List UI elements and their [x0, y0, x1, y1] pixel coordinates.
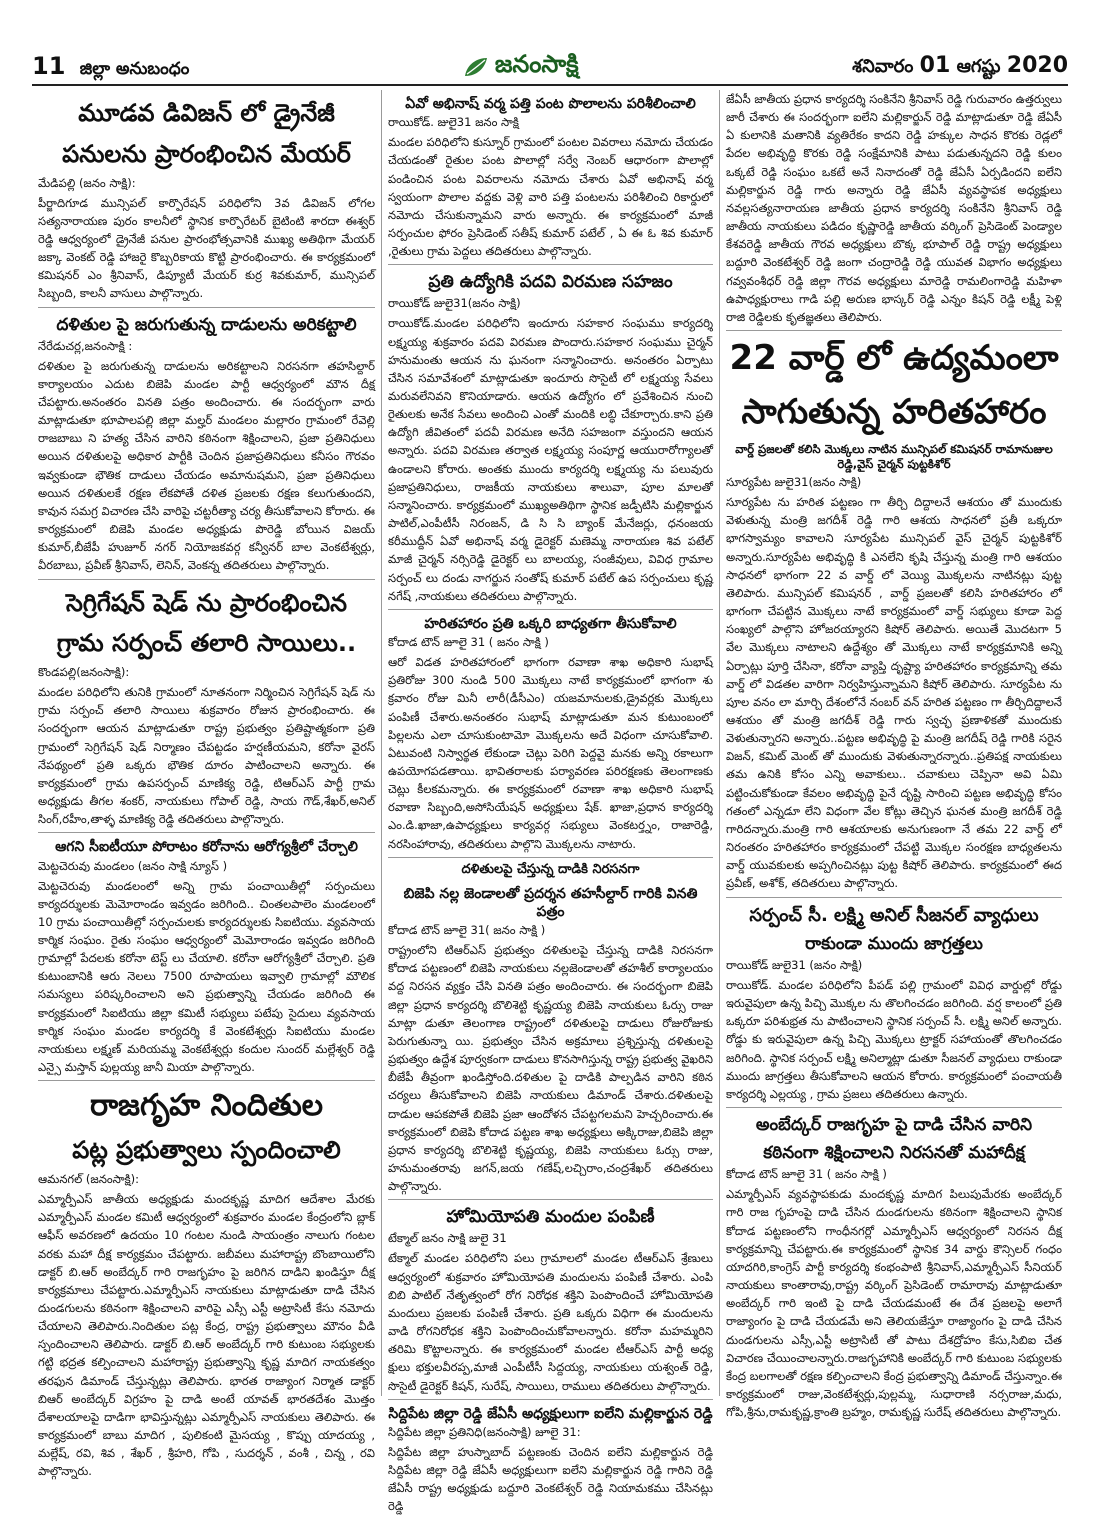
article-seasonal-diseases: [726, 904, 1062, 1104]
newspaper-logo: [463, 50, 579, 84]
article-headline: ఏవో అభినాష్ వర్మ పత్తి పంట పొలాలను పరిశీలించాలి: [405, 96, 696, 112]
article-headline: ప్రతి ఉద్యోగికి పదవి విరమణ సహజం: [428, 272, 673, 293]
article-bjp-protest: [388, 862, 713, 1196]
issue-year: 2020: [1006, 53, 1068, 78]
article-headline: హరితహారం ప్రతి ఒక్కరి బాధ్యతగా తీసుకోవాలి: [424, 615, 677, 632]
article-retirement: [388, 271, 713, 605]
article-headline-line1: మూడవ డివిజన్ లో డ్రైనేజీ: [78, 99, 335, 127]
divider: [388, 1199, 713, 1200]
article-homeopathy: [388, 1206, 713, 1394]
article-dateline: సూర్యపేట జులై31(జనం సాక్షి): [726, 475, 862, 490]
leaf-logo-icon: [463, 56, 489, 78]
article-dateline: నేరేడుచర్ల,జనంసాక్షి :: [38, 338, 133, 353]
divider: [38, 579, 375, 580]
article-headline: ఆగని సీఐటీయూ పోరాటం కరోనాను ఆరోగ్యశ్రీలో చేర్చాలి: [55, 839, 358, 856]
page-number-value: 11: [32, 51, 66, 80]
article-dateline: రాయికోడ్ జులై31 (జనం సాక్షి): [726, 958, 863, 973]
article-headline-line1: 22 వార్డ్ లో ఉద్యమంలా: [729, 338, 1059, 379]
page-number: [32, 52, 189, 83]
article-body: జేఏసీ జాతీయ ప్రధాన కార్యదర్శి సంకినేని శ్రీనివాస్ రెడ్డి గురువారం ఉత్తర్వులు జారీ చేశారు ఈ సందర్భంగా ఐలేని మల్లికార్జున్ రెడ్డి మాట్లాడుతూ రెడ్డి జేఏసీ ఏ కులానికి మతానికి వ్యతిరేకం కాదని రెడ్డి హక్కుల సాధన కొరకు రెడ్లలో పేదల అభివృద్ధి కొరకు రెడ్డి సంక్షేమానికి పాటు పడుతున్నదని రెడ్డి కులం ఒక్కటే రెడ్డి సంఘం ఒకటే అనే నినాదంతో రెడ్డి జేఏసీ ఏర్పడిందని ఐలేని మల్లికార్జున రెడ్డి గారు అన్నారు రెడ్డి జేఏసీ వ్యవస్థాపక అధ్యక్షులు నవల్లసత్యనారాయణ జాతీయ ప్రధాన కార్యదర్శి సంకినేని శ్రీనివాస్ రెడ్డి జాతీయ నాయకులు పడిదం కృష్ణారెడ్డి జాతీయ వర్కింగ్ ప్రెసిడెంట్ పెండ్యాల కేశవరెడ్డి జాతీయ గౌరవ అధ్యక్షులు బొక్క భూపాల్ రెడ్డి రాష్ట్ర అధ్యక్షులు బద్దూరి వెంకటేశ్వర్ రెడ్డి జంగా చంద్రారెడ్డి రెడ్డి యువత విభాగం అధ్యక్షులు గవ్వవంశీధర్ రెడ్డి జిల్లా గౌరవ అధ్యక్షులు మారెడ్డి రామలింగారెడ్డి మహిళా ఉపాధ్యక్షురాలు గాడి పల్లి అరుణ భాస్కర్ రెడ్డి ఎన్నం కిషన్ రెడ్డి లక్ష్మీ పెళ్లి రాజి రెడ్డిలకు కృతజ్ఞతలు తెలిపారు.: [726, 92, 1062, 324]
article-dateline: మెట్టచెరువు మండలం (జనం సాక్షి న్యూస్ ): [38, 858, 228, 873]
divider: [38, 832, 375, 833]
article-dateline: రాయికోడ్. జులై31 జనం సాక్షి: [388, 115, 519, 130]
article-dateline: కోదాడ టౌన్ జూలై 31( జనం సాక్షి ): [388, 923, 546, 938]
article-body: మెట్టచెరువు మండలంలో అన్ని గ్రామ పంచాయితీల్లో సర్పంచులు కార్యదర్శులకు మెమోరాండం ఇవ్వడం జరిగింది.. చింతలపాలెం మండలంలో 10 గ్రామ పంచాయితీల్లో సర్పంచులకు కార్యదర్శులకు సిఐటియు. వ్యవసాయ కార్మిక సంఘం. రైతు సంఘం ఆధ్వర్యంలో మెమోరాండం ఇవ్వడం జరిగింది గ్రామాల్లో పేదలకు కరోనా టెస్ట్ లు చేయాలి. కరోనా ఆరోగ్యశ్రీలో చేర్చాలి. ప్రతి కుటుంబానికి ఆరు నెలలు 7500 రూపాయలు ఇవ్వాలి గ్రామాల్లో మౌలిక సమస్యలు పరిష్కరించాలని అని ప్రభుత్వాన్ని చేయడం జరిగింది ఈ కార్యక్రమంలో సిఐటియు జిల్లా కమిటీ సభ్యులు పటేపు సైదులు వ్యవసాయ కార్మిక సంఘం మండల కార్యదర్శి కే వెంకటేశ్వర్లు సిఐటియు మండల నాయకులు లక్ష్మణ్ మరియమ్మ వెంకటేశ్వర్లు కందుల సుందర్ మల్లేశ్వర్ రెడ్డి ఎన్సై మస్తాన్ పుల్లయ్య జానీ మియా పాల్గొన్నారు.: [38, 878, 375, 1075]
divider: [38, 307, 375, 308]
article-haritha-haram: [388, 615, 713, 853]
article-dateline: టేక్మాల్ జనం సాక్షి జులై 31: [388, 1231, 507, 1246]
masthead: [32, 50, 1068, 86]
column-1: [32, 90, 382, 1479]
article-headline: బిజెపి నల్ల జెండాలతో ప్రదర్శన తహసీల్దార్ గారికి వినతి పత్రం: [403, 885, 698, 920]
article-reddy-jac-continued: [726, 90, 1062, 326]
article-headline: సిద్దిపేట జిల్లా రెడ్డి జేఏసీ అధ్యక్షులుగా ఐలేని మల్లికార్జున రెడ్డి: [388, 1405, 713, 1422]
issue-date: [852, 53, 1068, 81]
article-crop-inspection: [388, 95, 713, 260]
article-dateline: మేడిపల్లి (జనం సాక్షి):: [38, 175, 136, 190]
divider: [388, 1399, 713, 1400]
article-reddy-jac: [388, 1405, 713, 1516]
article-body: సూర్యపేట ను హరిత పట్టణం గా తీర్చి దిద్దాలనే ఆశయం తో ముందుకు వెళుతున్న మంత్రి జగదీశ్ రెడ్డి గారి ఆశయ సాధనలో ప్రతీ ఒక్కరూ భాగస్వామ్యం కావాలని సూర్యపేట మున్సిపల్ వైస్ చైర్మన్ పుట్టకిశోర్ అన్నారు.సూర్యపేట అభివృద్ధి కి ఎనలేని కృషి చేస్తున్న మంత్రి గారి ఆశయం సాధనలో భాగంగా 22 వ వార్డ్ లో వెయ్యి మొక్కలను నాటినట్లు పుట్ట తెలిపారు. మున్సిపల్ కమిషనర్ , వార్డ్ ప్రజలతో కలిసి హరితహారం లో భాగంగా చేపట్టిన మొక్కలు నాటే కార్యక్రమంలో వార్డ్ సభ్యులు కూడా పెద్ద సంఖ్యలో పాల్గొని హోజరయ్యారని కిషోర్ తెలిపారు. అయితే మొదటగా 5 వేల మొక్కలు నాటాలని ఉద్దేశ్యం తో మొక్కలు నాటే కార్యక్రమానికి అన్ని ఏర్పాట్లు పూర్తి చేసినా, కరోనా వ్యాప్తి దృష్ట్యా హరితహారం కార్యక్రమాన్ని తమ వార్డ్ లో విడతల వారిగా నిర్వహిస్తున్నామని కిషోర్ తెలిపారు. సూర్యపేట ను పూల వనం లా మార్చి దేశంలోనే నంబర్ వన్ హరిత పట్టణం గా తీర్చిదిద్దాలనే ఆశయం తో మంత్రి జగదీశ్ రెడ్డి గారు స్వచ్ఛ ప్రణాళికతో ముందుకు వెళుతున్నారని అన్నారు..పట్టణ అభివృద్ధి పై మంత్రి జగదీష్ రెడ్డి గారికి సరైన విజన్, కమిట్ మెంట్ తో ముందుకు వెళుతున్నారన్నారు..ప్రతిపక్ష నాయకులు తమ ఉనికి కోసం ఎన్ని అవాకులు.. చవాకులు చెప్పినా అవి ఏమి పట్టించుకోకుండా కేవలం అభివృద్ధి పైనే దృష్టి సారించి పట్టణ అభివృద్ధి కోసం గతంలో ఎన్నడూ లేని విధంగా వేల కోట్లు తెచ్చిన ఘనత మంత్రి జగదీశ్ రెడ్డి గారిదన్నారు.మంత్రి గారి ఆశయాలకు అనుగుణంగా నే తమ 22 వార్డ్ లో నిరంతరం హరితహారం కార్యక్రమంలో చేపట్టి మొక్కల సంరక్షణ బాధ్యతలను వార్డ్ యువకులకు అప్పగించినట్లు పుట్ట కిషోర్ తెలిపారు. కార్యక్రమంలో ఈద ప్రవీణ్, అశోక్, తదితరులు పాల్గొన్నారు.: [726, 495, 1062, 891]
article-dateline: రాయికోడ్ జులై31(జనం సాక్షి): [388, 296, 521, 311]
column-3: [720, 90, 1068, 1420]
divider: [388, 609, 713, 610]
article-headline-line1: రాజగృహ నిందితుల: [89, 1088, 324, 1124]
article-drainage-works: [38, 96, 375, 303]
article-body: ఎమ్మార్పీఎస్ వ్యవస్థాపకుడు మందకృష్ణ మాదిగ పిలుపుమేరకు అంబేద్కర్ గారి రాజ గృహంపై దాడి చేసిన దుండగులను కఠినంగా శిక్షించాలని స్థానిక కోదాడ పట్టణంలోని గాంధీనగర్లో ఎమ్మార్పీఎస్ ఆధ్వర్యంలో నిరసన దీక్ష కార్యక్రమాన్ని చేపట్టారు.ఈ కార్యక్రమంలో స్థానిక 34 వార్డు కౌన్సిలర్ గంధం యాదగిరి,కాంగ్రెస్ పార్టీ కార్యదర్శి కంభంపాటి శ్రీనివాస్,ఎమ్మార్పీఎస్ సీనియర్ నాయకులు కాంతారావు,రాష్ట్ర వర్కింగ్ ప్రెసిడెంట్ రామారావు మాట్లాడుతూ అంబేద్కర్ గారి ఇంటి పై దాడి చేయడమంటే ఈ దేశ ప్రజలపై అలాగే రాజ్యాంగం పై దాడి చేయడమే అని తెలియజేస్తూ రాజ్యాంగం పై దాడి చేసిన దుండగులను ఎస్సీ,ఎస్టీ అట్రాసిటీ తో పాటు దేశద్రోహం కేసు,సిబిఐ చేత విచారణ చేయించాలన్నారు.రాజగృహానికి అంబేద్కర్ గారి కుటుంబ సభ్యులకు కేంద్ర బలగాలతో రక్షణ కల్పించాలని కేంద్ర ప్రభుత్వాన్ని డిమాండ్ చేస్తున్నాం.ఈ కార్యక్రమంలో రాజు,వెంకటేశ్వర్లు,పుల్లమ్మ, సుధారాణి నర్సరాజు,మధు, గోపి,శ్రీను,రామకృష్ణ,క్రాంతి బ్రహ్మం, రామకృష్ణ సురేష్ తదితరులు పాల్గొన్నారు.: [726, 1187, 1062, 1420]
article-headline-line1: సెగ్రిగేషన్ షెడ్ ను ప్రారంభించిన: [66, 588, 347, 617]
article-headline-line2: పట్ల ప్రభుత్వాలు స్పందించాలి: [72, 1136, 341, 1165]
article-citu-protest: [38, 838, 375, 1076]
article-body: టేక్మాల్ మండల పరిధిలోని పలు గ్రామాలలో మండల టీఆర్ఎస్ శ్రేణులు ఆధ్వర్యంలో శుక్రవారం హోమియోపతి మందులను పంపిణీ చేశారు. ఎంపి బిబి పాటిల్ నేతృత్వంలో రోగ నిరోధక శక్తిని పెంపొందించే హోమియోపతి మందులు ప్రజలకు పంపిణీ చేశారు. ప్రతి ఒక్కరు విధిగా ఈ మందులను వాడి రోగనిరోధక శక్తిని పెంపొందించుకోవాలన్నారు. కరోనా మహమ్మరిని తరిమి కొట్టాలన్నారు. ఈ కార్యక్రమంలో మండల టీఆర్ఎస్ పార్టీ అధ్య క్షులు భక్తులవీరప్ప,మాజీ ఎంపీటీసీ సిద్దయ్య, నాయకులు యశ్వంత్ రెడ్డి, సొసైటీ డైరెక్టర్ కిషన్, సురేష్, సాయిలు, రాములు తదితరులు పాల్గొన్నారు.: [388, 1251, 713, 1393]
issue-month: ఆగష్టు: [956, 56, 1001, 77]
article-headline-line2: కఠినంగా శిక్షించాలని నిరసనతో మహాదీక్ష: [763, 1143, 1025, 1164]
article-mahadeeksha: [726, 1114, 1062, 1421]
article-headline-line1: అంబేద్కర్ రాజగృహ పై దాడి చేసిన వారిని: [755, 1115, 1033, 1136]
article-headline-line2: గ్రామ సర్పంచ్ తలారి సాయిలు..: [56, 629, 357, 658]
article-body: రాయికోడ్.మండల పరిధిలోని ఇందూరు సహకార సంఘము కార్యదర్శి లక్ష్మయ్య శుక్రవారం పదవి విరమణ పొందారు.సహకార సంఘము చైర్మన్ హనుమంతు ఆయన ను ఘనంగా సన్మానించారు. అనంతరం ఏర్పాటు చేసిన సమావేశంలో మాట్లాడుతూ ఇందూరు సొసైటీ లో లక్ష్మయ్య సేవలు మరువలేనివని కొనియాడారు. ఆయన ఉద్యోగం లో ప్రవేశించిన నుంచి రైతులకు అనేక సేవలు అందించి ఎంతో మందికి లబ్ధి చేకూర్చారు.కాని ప్రతి ఉద్యోగి జీవితంలో పదవీ విరమణ అనేది సహజంగా వస్తుందని ఆయన అన్నారు. పదవి విరమణ తర్వాత లక్ష్మయ్య సంపూర్ణ ఆయురారోగ్యాలతో ఉండాలని కోరారు. అంతకు ముందు కార్యదర్శి లక్ష్మయ్య ను పలువురు ప్రజాప్రతినిధులు, రాజకీయ నాయకులు శాలువా, పూల మాలతో సన్మానించారు. కార్యక్రమంలో ముఖ్యఅతిథిగా స్థానిక జడ్పీటిసి మల్లికార్జున పాటిల్,ఎంపీటీసీ నిరంజన్, డి సి సి బ్యాంక్ మేనేజర్లు, ధనంజయ కరీముద్దీన్ ఏవో అభినాష్ వర్మ డైరెక్టర్ మణెమ్మ నారాయణ శివ పటేల్ మాజీ చైర్మన్ నర్సిరెడ్డి డైరెక్టర్ లు బాలయ్య, సంజీవులు, వివిధ గ్రామాల సర్పంచ్ లు దండు నాగర్జున సంతోష్ కుమార్ పటేల్ ఉప సర్పంచులు కృష్ణ నగేష్ ,నాయకులు తదితరులు పాల్గొన్నారు.: [388, 316, 713, 603]
article-dateline: సిద్దిపేట జిల్లా ప్రతినిధి(జనంసాక్షి) జూలై 31:: [388, 1424, 581, 1439]
article-body: దళితుల పై జరుగుతున్న దాడులను అరికట్టాలని నిరసనగా తహసిల్దార్ కార్యాలయం ఎదుట బిజెపి మండల పార్టీ ఆధ్వర్యంలో మౌన దీక్ష చేపట్టారు.అనంతరం వినతి పత్రం అందించారు. ఈ సందర్భంగా వారు మాట్లాడుతూ భూపాలపల్లి జిల్లా మల్హర్ మండలం మల్లారం గ్రామంలో రేవెల్లి రాజబాబు ని హత్య చేసిన వారిని కఠినంగా శిక్షించాలని, ప్రజా ప్రతినిధులు అయిన దళితులపై అధికార పార్టీకి చెందిన ప్రజాప్రతినిధులు కనీసం గౌరవం ఇవ్వకుండా భౌతిక దాడులు చేయడం అమానుషమని, ప్రజా ప్రతినిధులు అయిన దళితులకే రక్షణ లేకపోతే దళిత ప్రజలకు రక్షణ కలుగుతుందని, కావున సమగ్ర విచారణ చేసి వారిపై చట్టరీత్యా చర్య తీసుకోవాలని కోరారు. ఈ కార్యక్రమంలో బిజెపి మండల అధ్యక్షుడు పొరెడ్డి బోయిన విజయ్ కుమార్,బీజేపీ హుజూర్ నగర్ నియోజకవర్గ కన్వీనర్ బాల వెంకటేశ్వర్లు, వీరబాబు, ప్రవీణ్ శ్రీనివాస్, లెనిన్, వెంకన్న తదితరులు పాల్గొన్నారు.: [38, 358, 375, 573]
article-body: రాయికోడ్. మండల పరిధిలోని పీపడ్ పల్లి గ్రామంలో వివిధ వార్డుల్లో రోడ్డు ఇరువైపులా ఉన్న పిచ్చి మొక్కల ను తొలగించడం జరిగింది. వర్ష కాలంలో ప్రతి ఒక్కరూ పరిశుభ్రత ను పాటించాలని స్థానిక సర్పంచ్ సీ. లక్ష్మి అనిల్ అన్నారు. రోడ్డు కు ఇరువైపులా ఉన్న పిచ్చి మొక్కలు ట్రాక్టర్ సహాయంతో తొలగించడం జరిగింది. స్థానిక సర్పంచ్ లక్ష్మి అనిల్మాట్లా డుతూ సీజనల్ వ్యాధులు రాకుండా ముందు జాగ్రత్తలు తీసుకోవాలని ఆయన కోరారు. కార్యక్రమంలో పంచాయతీ కార్యదర్శి ఎల్లయ్య , గ్రామ ప్రజలు తదితరులు ఉన్నారు.: [726, 978, 1062, 1101]
article-body: మండల పరిధిలోని తునికి గ్రామంలో నూతనంగా నిర్మించిన సెగ్రిగేషన్ షెడ్ ను గ్రామ సర్పంచ్ తలారి సాయిలు శుక్రవారం రోజున ప్రారంభించారు. ఈ సందర్భంగా ఆయన మాట్లాడుతూ రాష్ట్ర ప్రభుత్వం ప్రతిష్టాత్మకంగా ప్రతి గ్రామంలో సెగ్రిగేషన్ షెడ్ నిర్మాణం చేపట్టడం హర్షణీయమని, కరోనా వైరస్ నేపథ్యంలో ప్రతి ఒక్కరు భౌతిక దూరం పాటించాలని అన్నారు. ఈ కార్యక్రమంలో గ్రామ ఉపసర్పంచ్ మాణిక్య రెడ్డి, టిఆర్ఎస్ పార్టీ గ్రామ అధ్యక్షుడు తీగల శంకర్, నాయకులు గోపాల్ రెడ్డి, సాయ గౌడ్,శేఖర్,అనిల్ సింగ్,రహీం,తాళ్ళ మాణిక్య రెడ్డి తదితరులు పాల్గొన్నారు.: [38, 685, 375, 827]
article-body: రాష్ట్రంలోని టిఆర్ఎస్ ప్రభుత్వం దళితులపై చేస్తున్న దాడికి నిరసనగా కోదాడ పట్టణంలో బిజెపి నాయకులు నల్లజెండాలతో తహశీల్ కార్యాలయం వద్ద నిరసన వ్యక్తం చేసి వినతి పత్రం అందించారు. ఈ సందర్భంగా బిజెపి జిల్లా ప్రధాన కార్యదర్శి బొలిశెట్టి కృష్ణయ్య బిజెపి నాయకులు ఓర్సు రాజు మాట్లా డుతూ తెలంగాణ రాష్ట్రంలో దళితులపై దాడులు రోజురోజుకు పెరుగుతున్నా యి. ప్రభుత్వం చేసిన అక్రమాలు ప్రశ్నిస్తున్న దళితులపై ప్రభుత్వం ఉద్దేశ పూర్వకంగా దాడులు కొనసాగిస్తున్న రాష్ట్ర ప్రభుత్వ వైఖరిని బీజేపీ తీవ్రంగా ఖండిస్తోంది.దళితుల పై దాడికి పాల్పడిన వారిని కఠిన చర్యలు తీసుకోవాలని బిజెపి నాయకులు డిమాండ్ చేశారు.దళితులపై దాడుల ఆపకపోతే బిజెపి ప్రజా ఆందోళన చేపట్టగలమని హెచ్చరించారు.ఈ కార్యక్రమంలో బిజెపి కోదాడ పట్టణ శాఖ అధ్యక్షులు అక్కిరాజు,బిజెపి జిల్లా ప్రధాన కార్యదర్శి బొలిశెట్టి కృష్ణయ్య, బిజెపి నాయకులు ఓర్సు రాజు, హనుమంతరావు జగన్,జయ గణేష్,లచ్చిరాం,చంద్రశేఖర్ తదితరులు పాల్గొన్నారు.: [388, 943, 713, 1194]
divider: [726, 330, 1062, 331]
divider: [726, 1107, 1062, 1108]
article-rajagriha: [38, 1085, 375, 1480]
article-headline: హోమియోపతి మందుల పంపిణీ: [446, 1207, 655, 1228]
article-headline-line1: సర్పంచ్ సీ. లక్ష్మి అనిల్ సీజనల్ వ్యాధులు: [749, 904, 1039, 926]
columns: [32, 90, 1068, 1514]
divider: [726, 897, 1062, 898]
article-headline-line2: సాగుతున్న హరితహారం: [741, 391, 1047, 432]
section-name: జిల్లా అనుబంధం: [79, 58, 190, 79]
article-body: ఎమ్మార్పీఎస్ జాతీయ అధ్యక్షుడు మందకృష్ణ మాదిగ ఆదేశాల మేరకు ఎమ్మార్పీఎస్ మండల కమిటీ ఆధ్వర్యంలో శుక్రవారం మండల కేంద్రంలోని బ్లాక్ ఆఫీస్ అవరణలో ఉదయం 10 గంటల నుండి సాయంత్రం నాలుగు గంటల వరకు మహా దీక్ష కార్యక్రమం చేపట్టారు. జబీవలు మహారాష్ట్ర బొంబాయిలోని డాక్టర్ బి.ఆర్ అంబేద్కర్ గారి రాజగృహం పై జరిగిన దాడిని ఖండిస్తూ దీక్ష కార్యక్రమాలు చేపట్టారు.ఎమ్మార్పీఎస్ నాయకులు మాట్లాడుతూ దాడి చేసిన దుండగులను కఠినంగా శిక్షించాలని వారిపై ఎస్సీ ఎస్టీ అట్రాసిటీ కేసు నమోదు చేయాలని తెలిపారు.నిందితుల పట్ల కేంద్ర, రాష్ట్ర ప్రభుత్వాలు మౌనం వీడి స్పందించాలని తెలిపారు. డాక్టర్ బి.ఆర్ అంబేద్కర్ గారి కుటుంబ సభ్యులకు గట్టి భద్రత కల్పించాలని మహారాష్ట్ర ప్రభుత్వాన్ని కృష్ణ మాదిగ నాయకత్వం తరఫున డిమాండ్ చేస్తున్నట్లు తెలిపారు. భారత రాజ్యాంగ నిర్మాత డాక్టర్ బిఆర్ అంబేద్కర్ విగ్రహం పై దాడి అంటే యావత్ భారతదేశం మొత్తం దేశాలయాలపై దాడిగా భావిస్తున్నట్లు ఎమ్మార్పీఎస్ నాయకులు తెలిపారు. ఈ కార్యక్రమంలో బాబు మాదిగ , పులికంటి మైసయ్య , కొప్పు యాదయ్య , మల్లేష్, రవి, శివ , శేఖర్ , శ్రీహరి, గోపి , సుదర్శన్ , వంశీ , చిన్న , రవి పాల్గొన్నారు.: [38, 1192, 375, 1479]
column-2: [382, 90, 720, 1514]
logo-text: జనంసాక్షి: [494, 50, 579, 78]
divider: [38, 1080, 375, 1081]
issue-day: 01: [919, 53, 951, 78]
article-dateline: కోదాడ టౌన్ జూలై 31 ( జనం సాక్షి ): [388, 635, 549, 650]
article-dateline: కోదాడ టౌన్ జూలై 31 ( జనం సాక్షి ): [726, 1167, 887, 1182]
article-dateline: కొండపల్లి(జనంసాక్షి):: [38, 665, 130, 680]
article-headline-line2: రాకుండా ముందు జాగ్రత్తలు: [805, 933, 983, 954]
article-kicker: దళితులపై చేస్తున్న దాడికి నిరసనగా: [461, 861, 640, 877]
article-body: సిద్దిపేట జిల్లా హుస్నాబాద్ పట్టణంకు చెందిన ఐలేని మల్లికార్జున రెడ్డి సిద్దిపేట జిల్లా రెడ్డి జేఏసీ అధ్యక్షులుగా ఐలేని మల్లికార్జున రెడ్డి గారిని రెడ్డి జేఏసీ రాష్ట్ర అధ్యక్షుడు బద్దూరి వెంకటేశ్వర్ రెడ్డి నియామకము చేసినట్లు రెడ్డి: [388, 1444, 713, 1514]
divider: [388, 264, 713, 265]
article-ward-22: [726, 335, 1062, 893]
divider: [388, 857, 713, 858]
article-body: మండల పరిధిలోని కుస్నూర్ గ్రామంలో పంటల వివరాలు నమోదు చేయడం చేయడంతో రైతుల పంట పొలాల్లో సర్వే నెంబర్ ఆధారంగా పొలాల్లో పండించిన పంట వివరాలను నమోదు చేశారు ఏవో అభినాష్ వర్మ స్వయంగా పొలాల వద్దకు వెళ్లి వారి పత్తి పంటలను పరిశీలించి రికార్డులో నమోదు చేసుకున్నామని వారు అన్నారు. ఈ కార్యక్రమంలో మాజీ సర్పంచుల ఫోరం ప్రెసిడెంట్ సతీష్ కుమార్ పటేల్ , ఏ ఈ ఓ శివ కుమార్ ,రైతులు గ్రామ పెద్దలు తదితరులు పాల్గొన్నారు.: [388, 135, 713, 259]
article-headline-line2: పనులను ప్రారంభించిన మేయర్: [62, 139, 351, 168]
article-body: పీర్జాదిగూడ మున్సిపల్ కార్పొరేషన్ పరిధిలోని 3వ డివిజన్ లోగల సత్యనారాయణ పురం కాలనీలో స్థానిక కార్పొరేటర్ బైటింటి శారదా ఈశ్వర్ రెడ్డి ఆధ్వర్యంలో డ్రైనేజీ పనుల ప్రారంభోత్సవానికి ముఖ్య అతిథిగా మేయర్ జక్కా వెంకట్ రెడ్డి హాజరై కొబ్బరికాయ కొట్టి ప్రారంభించారు. ఈ కార్యక్రమంలో కమిషనర్ ఎం శ్రీనివాస్, డిప్యూటీ మేయర్ కుర్ర శివకుమార్, మున్సిపల్ సిబ్బంది, కాలనీ వాసులు పాల్గొన్నారు.: [38, 195, 375, 301]
article-body: ఆరో విడత హరితహారంలో భాగంగా రవాణా శాఖ అధికారి సుభాష్ ప్రతిరోజు 300 నుండి 500 మొక్కలు నాటే కార్యక్రమంలో భాగంగా శు క్రవారం రోజు మినీ లారీ(డీసీఎం) యజమానులకు,డ్రైవర్లకు మొక్కలు పంపిణీ చేశారు.అనంతరం సుభాష్ మాట్లాడుతూ మన కుటుంబంలో పిల్లలను ఎలా చూసుకుంటామో మొక్కలను అదే విధంగా చూసుకోవాలి. ఏటువంటి నిస్వార్థత లేకుండా చెట్లు పెరిగి పెద్దవై మనకు అన్ని రకాలుగా ఉపయోగపడతాయి. భావితరాలకు పర్యావరణ పరిరక్షణకు తెలంగాణకు చెట్లు కీలకమన్నారు. ఈ కార్యక్రమంలో రవాణా శాఖ అధికారి సుభాష్ రవాణా సిబ్బంది,అసోసియేషన్ అధ్యక్షులు షేక్. ఖాజా,ప్రధాన కార్యదర్శి ఎం.డి.ఖాజా,ఉపాధ్యక్షులు కార్యవర్గ సభ్యులు వెంకటర్త్నం, రాజారెడ్డి, నరసింహారావు, తదితరులు పాల్గొని మొక్కలను నాటారు.: [388, 655, 713, 851]
article-headline: దళితుల పై జరుగుతున్న దాడులను అరికట్టాలి: [56, 314, 357, 335]
article-dateline: ఆమనగల్ (జనంసాక్షి):: [38, 1172, 139, 1187]
article-subheadline: వార్డ్ ప్రజలతో కలిసి మొక్కలు నాటిన మున్సిపల్ కమిషనర్ రామానుజుల రెడ్డి,వైస్ చైర్మన్ పుట్టకిశోర్: [735, 442, 1053, 472]
article-segregation-shed: [38, 586, 375, 829]
article-dalit-attacks: [38, 314, 375, 575]
issue-weekday: శనివారం: [852, 56, 914, 77]
